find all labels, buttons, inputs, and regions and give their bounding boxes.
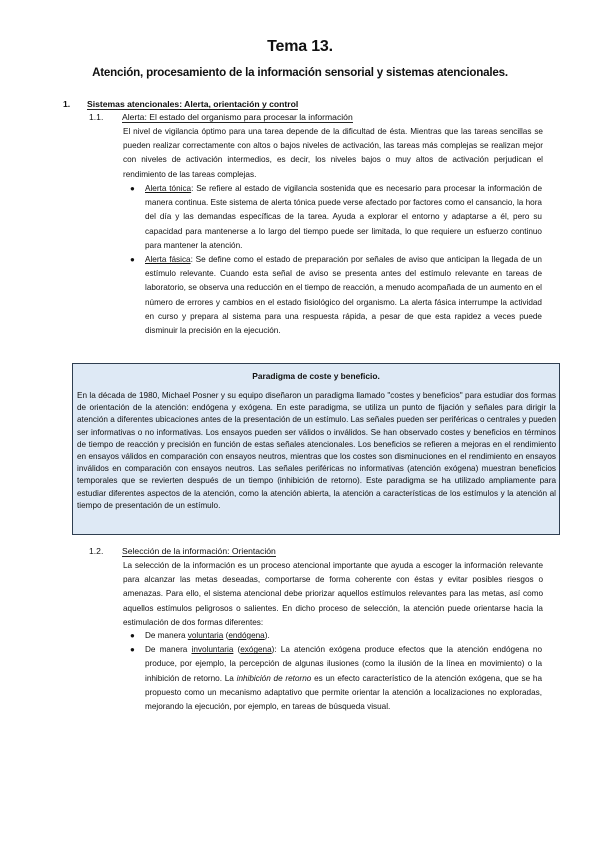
paragraph-alerta-intro: El nivel de vigilancia óptimo para una tarea depende de la dificultad de ésta. Mientras que las tareas sencillas se pueden realizar correctamente con altos o bajos niveles de activación, las tareas más complejas se realizan mejor con niveles de activación intermedios, es decir, los niveles bajos o muy altos de activación perjudican el rendimiento de las tareas complejas. bbox=[123, 127, 543, 179]
list-item bbox=[130, 253, 542, 338]
bullet-prefix: De manera bbox=[145, 631, 188, 640]
paragraph-seleccion: La selección de la información es un proceso atencional importante que ayuda a escoger la información relevante para alcanzar las metas deseadas, comportarse de forma coherente con éstas y evitar posibles riesgos o amenazas. Para ello, el sistema atencional debe priorizar aquellos estímulos relevantes para las metas, así como aquellos estímulos peligrosos o salientes. En dicho proceso de selección, la atención puede orientarse hacia la estimulación de dos formas diferentes: bbox=[123, 561, 543, 627]
term-voluntaria: voluntaria bbox=[187, 631, 224, 640]
section-number: 1. bbox=[63, 99, 71, 109]
bullet-icon: ● bbox=[130, 631, 135, 640]
bullet-icon: ● bbox=[130, 255, 135, 265]
subsection-heading-1-1 bbox=[89, 112, 353, 122]
list-item bbox=[130, 182, 542, 253]
page-subtitle: Atención, procesamiento de la información sensorial y sistemas atencionales. bbox=[92, 66, 508, 79]
subsection-number: 1.2. bbox=[89, 546, 104, 556]
section-title: Sistemas atencionales: Alerta, orientación y control bbox=[87, 99, 299, 109]
bullet-suffix: ). bbox=[264, 631, 270, 640]
bullet-text: ): La atención exógena produce efectos que la atención endógena no produce, por ejemplo, la percepción de algunas ilusiones (como la ilusión de la línea en movimiento) o la inhibición de retorno. La bbox=[145, 645, 542, 683]
bullet-paren: ( bbox=[223, 631, 229, 640]
subsection-number: 1.1. bbox=[89, 112, 104, 122]
bullet-prefix: De manera bbox=[145, 645, 192, 655]
section-heading-1 bbox=[63, 99, 298, 109]
orientacion-bullet-list bbox=[130, 629, 542, 714]
bullet-text-end: es un efecto característico de la atención exógena, que se ha propuesto como un mecanismo adaptativo que permite orientar la atención a localizaciones no exploradas, mejorando la ejecución, por ejemplo, en tareas de búsqueda visual. bbox=[145, 673, 542, 712]
list-item bbox=[130, 643, 542, 714]
bullet-text: : Se define como el estado de preparación por señales de aviso que anticipan la llegada de un estímulo relevante. Cuando esta señal de aviso se presenta antes del estímulo relevante en tareas de laboratorio, se observa una reducción en el tiempo de reacción, a menudo acompañada de un aumento en el número de errores y cambios en el estado fisiológico del organismo. La alerta fásica interrumpe la actividad en curso y prepara al sistema para una respuesta rápida, a pesar de que esta rapidez a veces puede disminuir la precisión en la ejecución. bbox=[145, 255, 542, 336]
bullet-icon: ● bbox=[130, 645, 135, 655]
bullet-text: : Se refiere al estado de vigilancia sostenida que es necesario para procesar la información de manera continua. Este sistema de alerta tónica puede verse afectado por factores como el cansancio, la hora del día y las demandas específicas de la tarea. Ayuda a explorar el entorno y adaptarse a él, pero su capacidad para mantenerse a lo largo del tiempo puede ser limitada, lo que requiere un esfuerzo continuo para mantener la atención. bbox=[145, 184, 542, 250]
callout-box bbox=[72, 363, 560, 535]
callout-title: Paradigma de coste y beneficio. bbox=[252, 371, 380, 381]
term-involuntaria: involuntaria bbox=[191, 645, 234, 655]
subsection-heading-1-2 bbox=[89, 546, 276, 556]
subsection-title: Alerta: El estado del organismo para procesar la información bbox=[122, 112, 353, 122]
term-exogena: exógena bbox=[240, 645, 272, 655]
list-item bbox=[130, 629, 542, 643]
page-title: Tema 13. bbox=[267, 38, 333, 55]
subsection-title: Selección de la información: Orientación bbox=[122, 546, 276, 556]
term-alerta-tonica: Alerta tónica bbox=[145, 184, 192, 193]
term-alerta-fasica: Alerta fásica bbox=[145, 255, 191, 265]
term-inhibicion-retorno: inhibición de retorno bbox=[236, 673, 312, 683]
term-endogena: endógena bbox=[228, 631, 265, 640]
bullet-icon: ● bbox=[130, 184, 135, 193]
bullet-paren: ( bbox=[233, 645, 241, 655]
alerta-bullet-list bbox=[130, 182, 542, 338]
callout-text: En la década de 1980, Michael Posner y su equipo diseñaron un paradigma llamado "costes y beneficios" para estudiar dos formas de orientación de la atención: endógena y exógena. En este paradigma, se utiliza un punto de fijación y señales para dirigir la atención a diferentes ubicaciones antes de la presentación de un estímulo. Las señales pueden ser periféricas o centrales y pueden ser informativas o no informativas. Los ensayos pueden ser válidos o inválidos. Se han observado costes y beneficios en términos de tiempo de reacción y precisión en función de estas señales atencionales. Los beneficios se refieren a mejoras en el rendimiento en ensayos válidos en comparación con ensayos neutros, mientras que los costes son disminuciones en el rendimiento en ensayos inválidos en comparación con ensayos neutros. Las señales periféricas no informativas (atención exógena) muestran beneficios temporales que se revierten después de un tiempo (inhibición de retorno). Este paradigma se ha utilizado ampliamente para estudiar diferentes aspectos de la atención, como la atención abierta, la atención a características de los estímulos y la atención al tiempo de presentación de un estímulo. bbox=[77, 391, 556, 510]
